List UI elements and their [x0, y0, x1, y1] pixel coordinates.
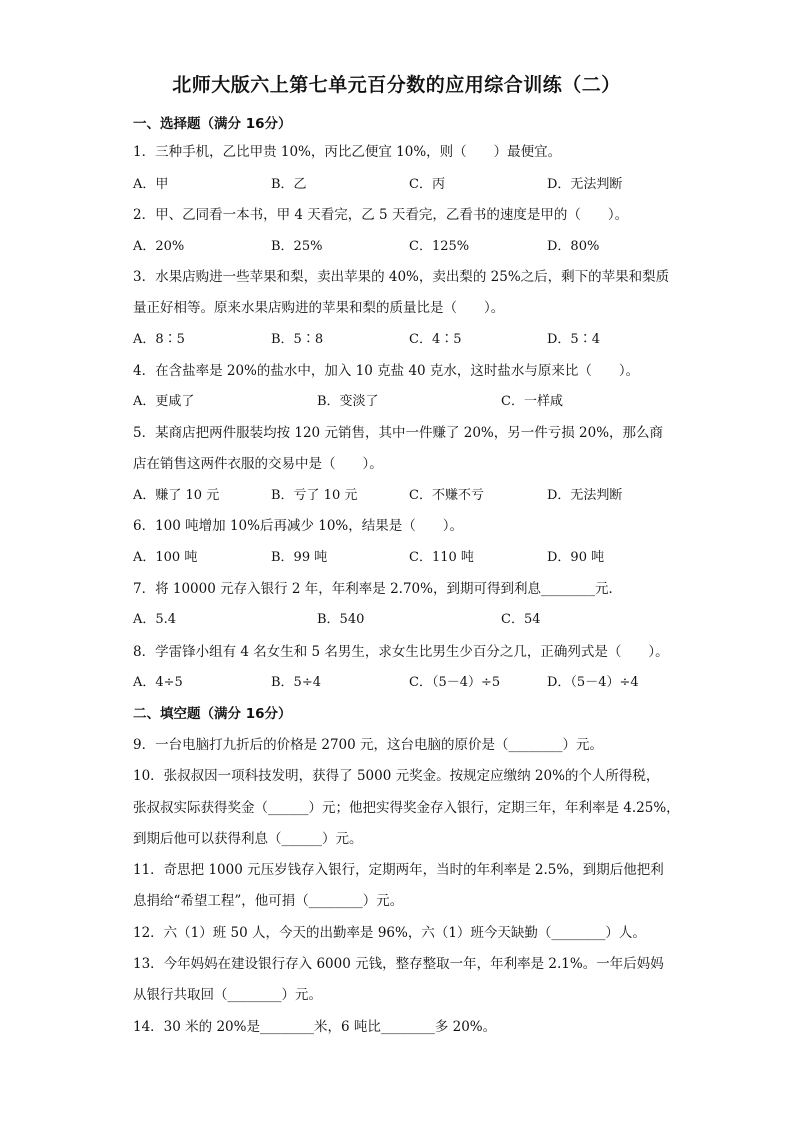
section-heading-fill-blank: 二、填空题（满分 16分） [133, 706, 292, 722]
q6-option-a: A．100 吨 [133, 550, 198, 565]
question-11-line-2: 息捐给“希望工程”，他可捐（________）元。 [133, 893, 404, 909]
q4-option-a: A．更咸了 [133, 394, 195, 409]
page-title: 北师大版六上第七单元百分数的应用综合训练（二） [172, 74, 621, 96]
question-12: 12．六（1）班 50 人，今天的出勤率是 96%，六（1）班今天缺勤（________）人。 [133, 925, 646, 941]
section-heading-choice: 一、选择题（满分 16分） [133, 116, 292, 132]
question-6: 6．100 吨增加 10%后再减少 10%，结果是（ ）。 [133, 518, 463, 534]
question-3-line-1: 3．水果店购进一些苹果和梨，卖出苹果的 40%，卖出梨的 25%之后，剩下的苹果和梨质 [133, 269, 670, 285]
question-9: 9．一台电脑打九折后的价格是 2700 元，这台电脑的原价是（________）元。 [133, 737, 604, 753]
q1-option-c: C．丙 [409, 177, 445, 192]
q7-option-b: B．540 [317, 612, 365, 627]
q8-option-a: A．4÷5 [133, 675, 183, 690]
question-4: 4．在含盐率是 20%的盐水中，加入 10 克盐 40 克水，这时盐水与原来比（ ）。 [133, 363, 640, 379]
q3-option-d: D．5∶4 [547, 332, 600, 347]
q6-option-b: B．99 吨 [271, 550, 328, 565]
question-7: 7．将 10000 元存入银行 2 年，年利率是 2.70%，到期可得到利息________元． [133, 581, 622, 597]
q6-option-c: C．110 吨 [409, 550, 474, 565]
q8-option-b: B．5÷4 [271, 675, 321, 690]
question-11-line-1: 11．奇思把 1000 元压岁钱存入银行，定期两年，当时的年利率是 2.5%，到期后他把利 [133, 862, 664, 878]
q5-option-d: D．无法判断 [547, 488, 623, 503]
question-3-line-2: 量正好相等。原来水果店购进的苹果和梨的质量比是（ ）。 [133, 300, 505, 316]
q5-option-b: B．亏了 10 元 [271, 488, 358, 503]
q3-option-b: B．5∶8 [271, 332, 324, 347]
question-13-line-2: 从银行共取回（________）元。 [133, 987, 322, 1003]
q4-option-b: B．变淡了 [317, 394, 379, 409]
q1-option-a: A．甲 [133, 177, 169, 192]
question-5-line-2: 店在销售这两件衣服的交易中是（ ）。 [133, 456, 383, 472]
q1-option-b: B．乙 [271, 177, 307, 192]
question-10-line-1: 10．张叔叔因一项科技发明，获得了 5000 元奖金。按规定应缴纳 20%的个人所得税， [133, 768, 660, 784]
q3-option-c: C．4∶5 [409, 332, 462, 347]
q4-option-c: C．一样咸 [501, 394, 563, 409]
q8-option-c: C．（5－4）÷5 [409, 675, 501, 690]
question-8: 8．学雷锋小组有 4 名女生和 5 名男生，求女生比男生少百分之几，正确列式是（ ）。 [133, 644, 669, 660]
question-5-line-1: 5．某商店把两件服装均按 120 元销售，其中一件赚了 20%，另一件亏损 20%，那么商 [133, 425, 664, 441]
q2-option-c: C．125% [409, 239, 470, 254]
q3-option-a: A．8∶5 [133, 332, 185, 347]
question-10-line-2: 张叔叔实际获得奖金（______）元；他把实得奖金存入银行，定期三年，年利率是 4.25%， [133, 800, 680, 816]
question-2: 2．甲、乙同看一本书，甲 4 天看完，乙 5 天看完，乙看书的速度是甲的（ ）。 [133, 207, 629, 223]
q6-option-d: D．90 吨 [547, 550, 605, 565]
q1-option-d: D．无法判断 [547, 177, 623, 192]
q2-option-b: B．25% [271, 239, 323, 254]
q5-option-c: C．不赚不亏 [409, 488, 484, 503]
q7-option-c: C．54 [501, 612, 541, 627]
question-10-line-3: 到期后他可以获得利息（______）元。 [133, 831, 363, 847]
q8-option-d: D．（5－4）÷4 [547, 675, 639, 690]
q7-option-a: A．5.4 [133, 612, 177, 627]
question-14: 14．30 米的 20%是________米，6 吨比________多 20%。 [133, 1019, 497, 1035]
question-1: 1．三种手机，乙比甲贵 10%，丙比乙便宜 10%，则（ ）最便宜。 [133, 144, 562, 160]
q5-option-a: A．赚了 10 元 [133, 488, 220, 503]
q2-option-a: A．20% [133, 239, 185, 254]
q2-option-d: D．80% [547, 239, 600, 254]
question-13-line-1: 13．今年妈妈在建设银行存入 6000 元钱，整存整取一年，年利率是 2.1%。一年后妈妈 [133, 956, 664, 972]
